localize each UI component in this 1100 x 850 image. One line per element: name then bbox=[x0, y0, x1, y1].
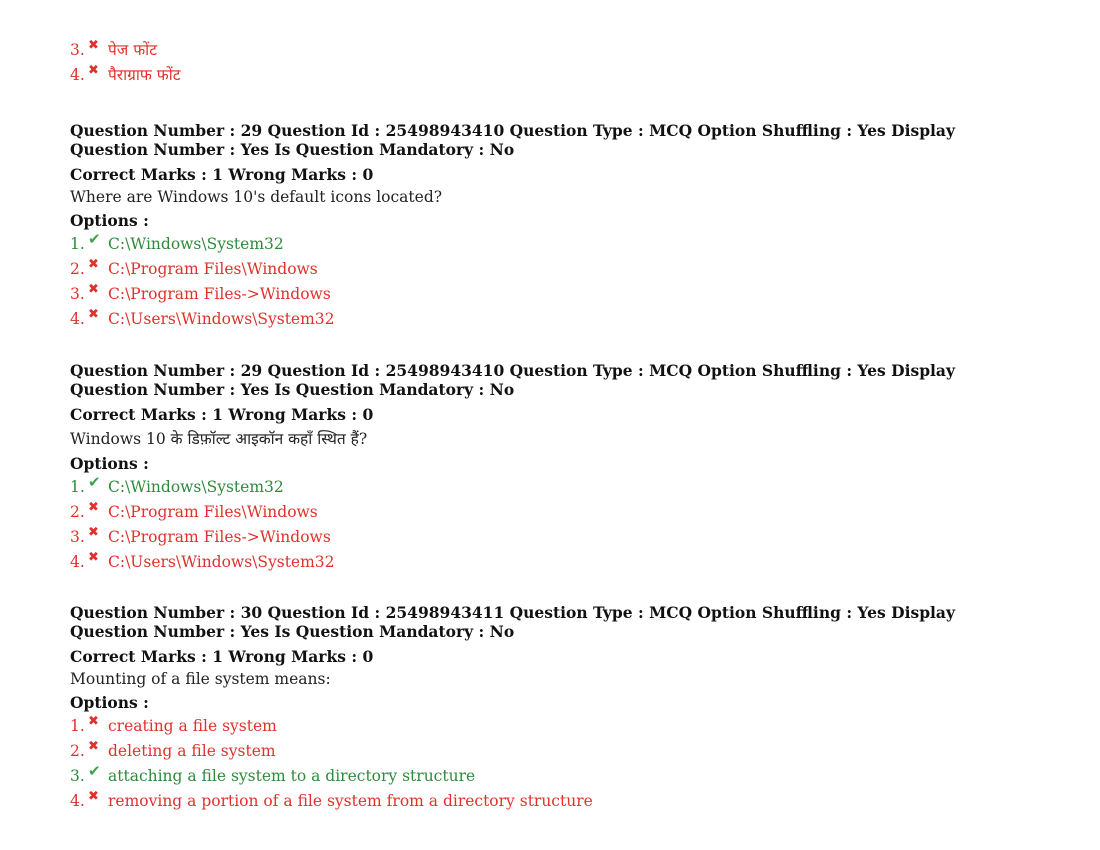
option-number: 3. bbox=[70, 285, 85, 303]
cross-icon: ✖ bbox=[88, 789, 99, 804]
option-item bbox=[70, 550, 1010, 575]
prev-options bbox=[70, 38, 1010, 88]
option-text: attaching a file system to a directory structure bbox=[108, 767, 476, 785]
option-number: 1. bbox=[70, 478, 85, 496]
option-item bbox=[70, 475, 1010, 500]
option-text: पेज फोंट bbox=[108, 41, 158, 59]
question-block bbox=[70, 121, 1010, 332]
marks-info: Correct Marks : 1 Wrong Marks : 0 bbox=[70, 647, 374, 666]
marks-info: Correct Marks : 1 Wrong Marks : 0 bbox=[70, 165, 374, 184]
option-text: C:\Users\Windows\System32 bbox=[108, 310, 335, 328]
option-number: 4. bbox=[70, 792, 85, 810]
option-item bbox=[70, 232, 1010, 257]
question-block bbox=[70, 361, 1010, 575]
option-number: 3. bbox=[70, 767, 85, 785]
option-number: 4. bbox=[70, 553, 85, 571]
option-text: C:\Users\Windows\System32 bbox=[108, 553, 335, 571]
question-text: Where are Windows 10's default icons located? bbox=[70, 188, 443, 206]
option-number: 1. bbox=[70, 235, 85, 253]
cross-icon: ✖ bbox=[88, 63, 99, 78]
option-text: deleting a file system bbox=[108, 742, 276, 760]
question-text: Mounting of a file system means: bbox=[70, 670, 331, 688]
marks-info: Correct Marks : 1 Wrong Marks : 0 bbox=[70, 405, 374, 424]
option-text: C:\Program Files->Windows bbox=[108, 528, 331, 546]
cross-icon: ✖ bbox=[88, 739, 99, 754]
check-icon: ✔ bbox=[88, 762, 101, 780]
cross-icon: ✖ bbox=[88, 714, 99, 729]
option-number: 3. bbox=[70, 528, 85, 546]
option-item bbox=[70, 282, 1010, 307]
option-text: C:\Program Files\Windows bbox=[108, 260, 318, 278]
cross-icon: ✖ bbox=[88, 257, 99, 272]
option-item bbox=[70, 38, 1010, 63]
option-text: removing a portion of a file system from a directory structure bbox=[108, 792, 593, 810]
check-icon: ✔ bbox=[88, 473, 101, 491]
option-item bbox=[70, 714, 1010, 739]
option-text: C:\Windows\System32 bbox=[108, 235, 284, 253]
option-text: C:\Windows\System32 bbox=[108, 478, 284, 496]
option-text: C:\Program Files->Windows bbox=[108, 285, 331, 303]
option-item bbox=[70, 789, 1010, 814]
question-block bbox=[70, 603, 1010, 814]
option-text: पैराग्राफ फोंट bbox=[108, 66, 181, 84]
cross-icon: ✖ bbox=[88, 282, 99, 297]
option-number: 3. bbox=[70, 41, 85, 59]
option-item bbox=[70, 739, 1010, 764]
question-text: Windows 10 के डिफ़ॉल्ट आइकॉन कहाँ स्थित हैं? bbox=[70, 430, 368, 448]
option-number: 4. bbox=[70, 66, 85, 84]
options-label: Options : bbox=[70, 211, 149, 230]
question-meta: Question Number : 29 Question Id : 25498943410 Question Type : MCQ Option Shuffling : Yes Display Question Number : Yes Is Question Mandatory : No bbox=[70, 361, 955, 399]
option-number: 4. bbox=[70, 310, 85, 328]
cross-icon: ✖ bbox=[88, 500, 99, 515]
option-number: 2. bbox=[70, 503, 85, 521]
options-label: Options : bbox=[70, 454, 149, 473]
option-text: creating a file system bbox=[108, 717, 277, 735]
options-label: Options : bbox=[70, 693, 149, 712]
option-item bbox=[70, 764, 1010, 789]
check-icon: ✔ bbox=[88, 230, 101, 248]
cross-icon: ✖ bbox=[88, 525, 99, 540]
cross-icon: ✖ bbox=[88, 550, 99, 565]
cross-icon: ✖ bbox=[88, 38, 99, 53]
question-meta: Question Number : 30 Question Id : 25498943411 Question Type : MCQ Option Shuffling : Yes Display Question Number : Yes Is Question Mandatory : No bbox=[70, 603, 955, 641]
question-meta: Question Number : 29 Question Id : 25498943410 Question Type : MCQ Option Shuffling : Yes Display Question Number : Yes Is Question Mandatory : No bbox=[70, 121, 955, 159]
cross-icon: ✖ bbox=[88, 307, 99, 322]
option-number: 2. bbox=[70, 742, 85, 760]
option-item bbox=[70, 525, 1010, 550]
option-item bbox=[70, 63, 1010, 88]
option-item bbox=[70, 500, 1010, 525]
option-number: 2. bbox=[70, 260, 85, 278]
option-item bbox=[70, 307, 1010, 332]
option-number: 1. bbox=[70, 717, 85, 735]
option-item bbox=[70, 257, 1010, 282]
option-text: C:\Program Files\Windows bbox=[108, 503, 318, 521]
